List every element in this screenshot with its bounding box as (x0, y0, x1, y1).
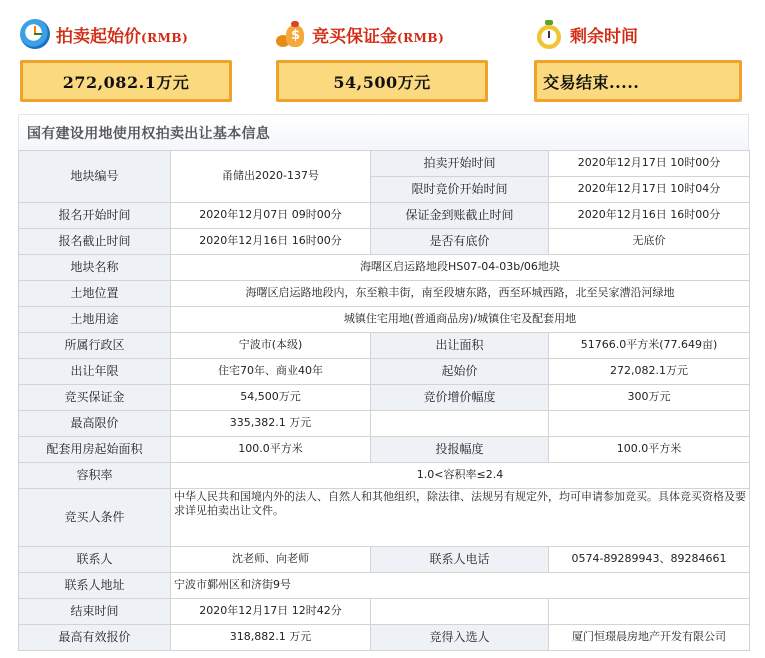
table-row (19, 151, 750, 177)
start-price-cell: 272,082.1万元 (549, 359, 750, 385)
usage-label: 土地用途 (19, 307, 171, 333)
section-header (18, 114, 749, 150)
phone-value: 0574-89289943、89284661 (549, 547, 750, 573)
bid-deposit-value: 54,500万元 (171, 385, 371, 411)
usage-value: 城镇住宅用地(普通商品房)/城镇住宅及配套用地 (171, 307, 750, 333)
housing-step-value: 100.0平方米 (549, 437, 750, 463)
table-row (19, 599, 750, 625)
remaining-time-header (534, 16, 638, 52)
table-row (19, 489, 750, 547)
money-bag-icon (276, 19, 306, 49)
conditions-value: 中华人民共和国境内外的法人、自然人和其他组织，除法律、法规另有规定外，均可申请参加竞买。具体竞买资格及要求详见拍卖出让文件。 (171, 489, 750, 547)
district-label: 所属行政区 (19, 333, 171, 359)
table-row (19, 333, 750, 359)
table-row (19, 255, 750, 281)
contact-value: 沈老师、向老师 (171, 547, 371, 573)
phone-label: 联系人电话 (371, 547, 549, 573)
empty-cell (371, 411, 549, 437)
increment-value: 300万元 (549, 385, 750, 411)
far-value: 1.0<容积率≤2.4 (171, 463, 750, 489)
deposit-deadline-value: 2020年12月16日 16时00分 (549, 203, 750, 229)
location-value: 海曙区启运路地段内，东至粮丰街，南至段塘东路，西至环城西路，北至吴家漕沿河绿地 (171, 281, 750, 307)
alarm-clock-icon (20, 19, 50, 49)
remaining-time-title: 剩余时间 (570, 26, 638, 47)
reg-start-value: 2020年12月07日 09时00分 (171, 203, 371, 229)
parcel-name-label: 地块名称 (19, 255, 171, 281)
end-time-value: 2020年12月17日 12时42分 (171, 599, 371, 625)
end-time-label: 结束时间 (19, 599, 171, 625)
area-label: 出让面积 (371, 333, 549, 359)
deposit-title: 竞买保证金(RMB) (312, 26, 445, 47)
conditions-label: 竞买人条件 (19, 489, 171, 547)
max-price-label: 最高限价 (19, 411, 171, 437)
reserve-label: 是否有底价 (371, 229, 549, 255)
start-price-header (20, 16, 188, 52)
table-row (19, 625, 750, 651)
max-price-value: 335,382.1 万元 (171, 411, 371, 437)
bid-deposit-label: 竞买保证金 (19, 385, 171, 411)
winner-value: 厦门恒璟晨房地产开发有限公司 (549, 625, 750, 651)
timer-icon (534, 19, 564, 49)
deposit-deadline-label: 保证金到账截止时间 (371, 203, 549, 229)
remaining-time-value: 交易结束..... (534, 60, 742, 102)
auction-start-value: 2020年12月17日 10时00分 (549, 151, 750, 177)
remaining-time-panel (534, 0, 749, 112)
bid-start-value: 2020年12月17日 10时04分 (549, 177, 750, 203)
empty-cell (549, 411, 750, 437)
housing-area-label: 配套用房起始面积 (19, 437, 171, 463)
start-price-panel (20, 0, 235, 112)
increment-label: 竞价增价幅度 (371, 385, 549, 411)
deposit-panel (276, 0, 491, 112)
address-value: 宁波市鄞州区和济街9号 (171, 573, 750, 599)
district-value: 宁波市(本级) (171, 333, 371, 359)
housing-area-value: 100.0平方米 (171, 437, 371, 463)
start-price-label: 起始价 (371, 359, 549, 385)
term-value: 住宅70年、商业40年 (171, 359, 371, 385)
table-row (19, 547, 750, 573)
land-info-table (18, 150, 750, 651)
area-value: 51766.0平方米(77.649亩) (549, 333, 750, 359)
table-row (19, 385, 750, 411)
location-label: 土地位置 (19, 281, 171, 307)
parcel-name-value: 海曙区启运路地段HS07-04-03b/06地块 (171, 255, 750, 281)
contact-label: 联系人 (19, 547, 171, 573)
deposit-header (276, 16, 444, 52)
deposit-value: 54,500万元 (276, 60, 488, 102)
bid-start-label: 限时竞价开始时间 (371, 177, 549, 203)
term-label: 出让年限 (19, 359, 171, 385)
table-row (19, 307, 750, 333)
best-bid-label: 最高有效报价 (19, 625, 171, 651)
table-row (19, 573, 750, 599)
reg-start-label: 报名开始时间 (19, 203, 171, 229)
parcel-no-label: 地块编号 (19, 151, 171, 203)
table-row (19, 203, 750, 229)
table-row (19, 411, 750, 437)
auction-start-label: 拍卖开始时间 (371, 151, 549, 177)
far-label: 容积率 (19, 463, 171, 489)
best-bid-value: 318,882.1 万元 (171, 625, 371, 651)
reg-end-label: 报名截止时间 (19, 229, 171, 255)
table-row (19, 229, 750, 255)
start-price-value: 272,082.1万元 (20, 60, 232, 102)
table-row (19, 281, 750, 307)
address-label: 联系人地址 (19, 573, 171, 599)
reg-end-value: 2020年12月16日 16时00分 (171, 229, 371, 255)
auction-summary (0, 0, 765, 112)
start-price-title: 拍卖起始价(RMB) (56, 26, 189, 47)
section-title: 国有建设用地使用权拍卖出让基本信息 (27, 126, 271, 142)
table-row (19, 463, 750, 489)
reserve-value: 无底价 (549, 229, 750, 255)
table-row (19, 437, 750, 463)
table-row (19, 359, 750, 385)
housing-step-label: 投报幅度 (371, 437, 549, 463)
empty-cell (549, 599, 750, 625)
empty-cell (371, 599, 549, 625)
parcel-no-value: 甬储出2020-137号 (171, 151, 371, 203)
winner-label: 竞得入选人 (371, 625, 549, 651)
